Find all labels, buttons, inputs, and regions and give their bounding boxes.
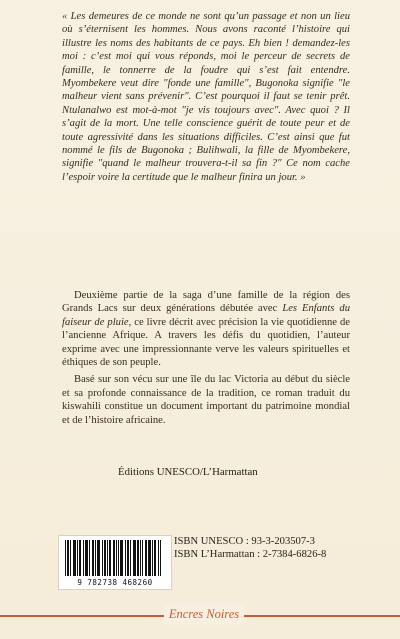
isbn-block bbox=[174, 535, 370, 561]
barcode-bar bbox=[86, 540, 87, 576]
description-p1-after: , ce livre décrit avec précision la vie quotidienne de l’ancienne Afrique. A travers les défis du quotidien, l’auteur exprime avec une impressionnante verve les valeurs spirituelles et éthiques de son peuple. bbox=[62, 316, 350, 369]
barcode-bar bbox=[73, 540, 74, 576]
barcode-bar bbox=[154, 540, 155, 576]
barcode-number: 9 782738 468260 bbox=[77, 578, 153, 587]
barcode-bar bbox=[99, 540, 100, 576]
barcode-bar bbox=[114, 540, 115, 576]
barcode-bar bbox=[79, 540, 80, 576]
barcode-bar bbox=[74, 540, 75, 576]
barcode-bar bbox=[77, 540, 78, 576]
barcode-bars bbox=[65, 540, 165, 576]
barcode-bar bbox=[134, 540, 135, 576]
quote-text: « Les demeures de ce monde ne sont qu’un passage et non un lieu où s’éternisent les hommes. Nous avons raconté l’histoire qui illustre les noms des habitants de ce pays. Eh bien ! demandez-les moi : c’est moi qui vous réponds, moi le perceur de secrets de famille, le tonnerre de la foudre qui s’est fait entendre. Myombekere veut dire "fonde une famille", Bugonoka signifie "le malheur vient sans prévenir". C’est pourquoi il faut se tenir prêt. Ntulanalwo est mot-à-mot "je vis toujours avec". Avec quoi ? Il s’agit de la mort. Une telle conscience guérit de toute peur et de toute agressivité dans les situations difficiles. C’est ainsi que fut nommé le fils de Bugonoka ; Bulihwali, la fille de Myombekere, signifie "quand le malheur trouvera-t-il sa fin ?" Ce nom cache l’espoir voire la certitude que le malheur finira un jour. » bbox=[62, 11, 350, 183]
description-paragraph-2: Basé sur son vécu sur une île du lac Victoria au début du siècle et sa profonde connaissance de la tradition, ce roman traduit du kiswahili constitue un document important du patrimoine mondial et de l’histoire africaine. bbox=[62, 374, 350, 426]
barcode-bar bbox=[104, 540, 105, 576]
barcode-bar bbox=[146, 540, 147, 576]
barcode-bar bbox=[97, 540, 98, 576]
isbn-harmattan: ISBN L’Harmattan : 2-7384-6826-8 bbox=[174, 549, 327, 560]
barcode-bar bbox=[125, 540, 126, 576]
quote-block bbox=[62, 10, 350, 184]
barcode-bar bbox=[120, 540, 121, 576]
barcode-bar bbox=[113, 540, 114, 576]
barcode-bar bbox=[160, 540, 161, 576]
barcode-bar bbox=[110, 540, 111, 576]
barcode-bar bbox=[133, 540, 134, 576]
barcode-bar bbox=[155, 540, 156, 576]
barcode-bar bbox=[95, 540, 96, 576]
barcode-bar bbox=[118, 540, 119, 576]
barcode-bar bbox=[70, 540, 71, 576]
barcode-bar bbox=[127, 540, 128, 576]
barcode-bar bbox=[158, 540, 159, 576]
isbn-unesco: ISBN UNESCO : 93-3-203507-3 bbox=[174, 536, 315, 547]
barcode-bar bbox=[109, 540, 110, 576]
barcode-bar bbox=[148, 540, 149, 576]
barcode-bar bbox=[149, 540, 150, 576]
barcode-bar bbox=[137, 540, 138, 576]
barcode-bar bbox=[105, 540, 106, 576]
barcode-bar bbox=[122, 540, 123, 576]
barcode-bar bbox=[121, 540, 122, 576]
barcode-bar bbox=[135, 540, 136, 576]
barcode-bar bbox=[128, 540, 129, 576]
barcode-bar bbox=[83, 540, 84, 576]
barcode-bar bbox=[140, 540, 141, 576]
barcode-bar bbox=[92, 540, 93, 576]
barcode-bar bbox=[80, 540, 81, 576]
barcode-bar bbox=[145, 540, 146, 576]
barcode-bar bbox=[150, 540, 151, 576]
barcode-bar bbox=[98, 540, 99, 576]
barcode-bar bbox=[116, 540, 117, 576]
barcode-bar bbox=[107, 540, 108, 576]
barcode-bar bbox=[152, 540, 153, 576]
barcode-bar bbox=[85, 540, 86, 576]
barcode-bar bbox=[65, 540, 66, 576]
description-p1-title: Les Enfants du faiseur de pluie bbox=[62, 303, 350, 328]
collection-logo: Encres Noires bbox=[164, 603, 244, 625]
barcode-bar bbox=[138, 540, 139, 576]
barcode-bar bbox=[89, 540, 90, 576]
publisher-name: Éditions UNESCO/L’Harmattan bbox=[118, 466, 258, 478]
barcode-bar bbox=[67, 540, 68, 576]
barcode-bar bbox=[68, 540, 69, 576]
barcode-bar bbox=[93, 540, 94, 576]
collection-footer bbox=[0, 600, 400, 639]
barcode-bar bbox=[75, 540, 76, 576]
description-p1-before: Deuxième partie de la saga d’une famille de la région des Grands Lacs sur deux générations débutée avec bbox=[62, 290, 350, 315]
barcode-bar bbox=[102, 540, 103, 576]
barcode-bar bbox=[87, 540, 88, 576]
description-paragraph-1 bbox=[62, 289, 350, 369]
description-block bbox=[62, 289, 350, 431]
barcode-bar bbox=[142, 540, 143, 576]
barcode-bar bbox=[130, 540, 131, 576]
barcode bbox=[58, 535, 172, 590]
